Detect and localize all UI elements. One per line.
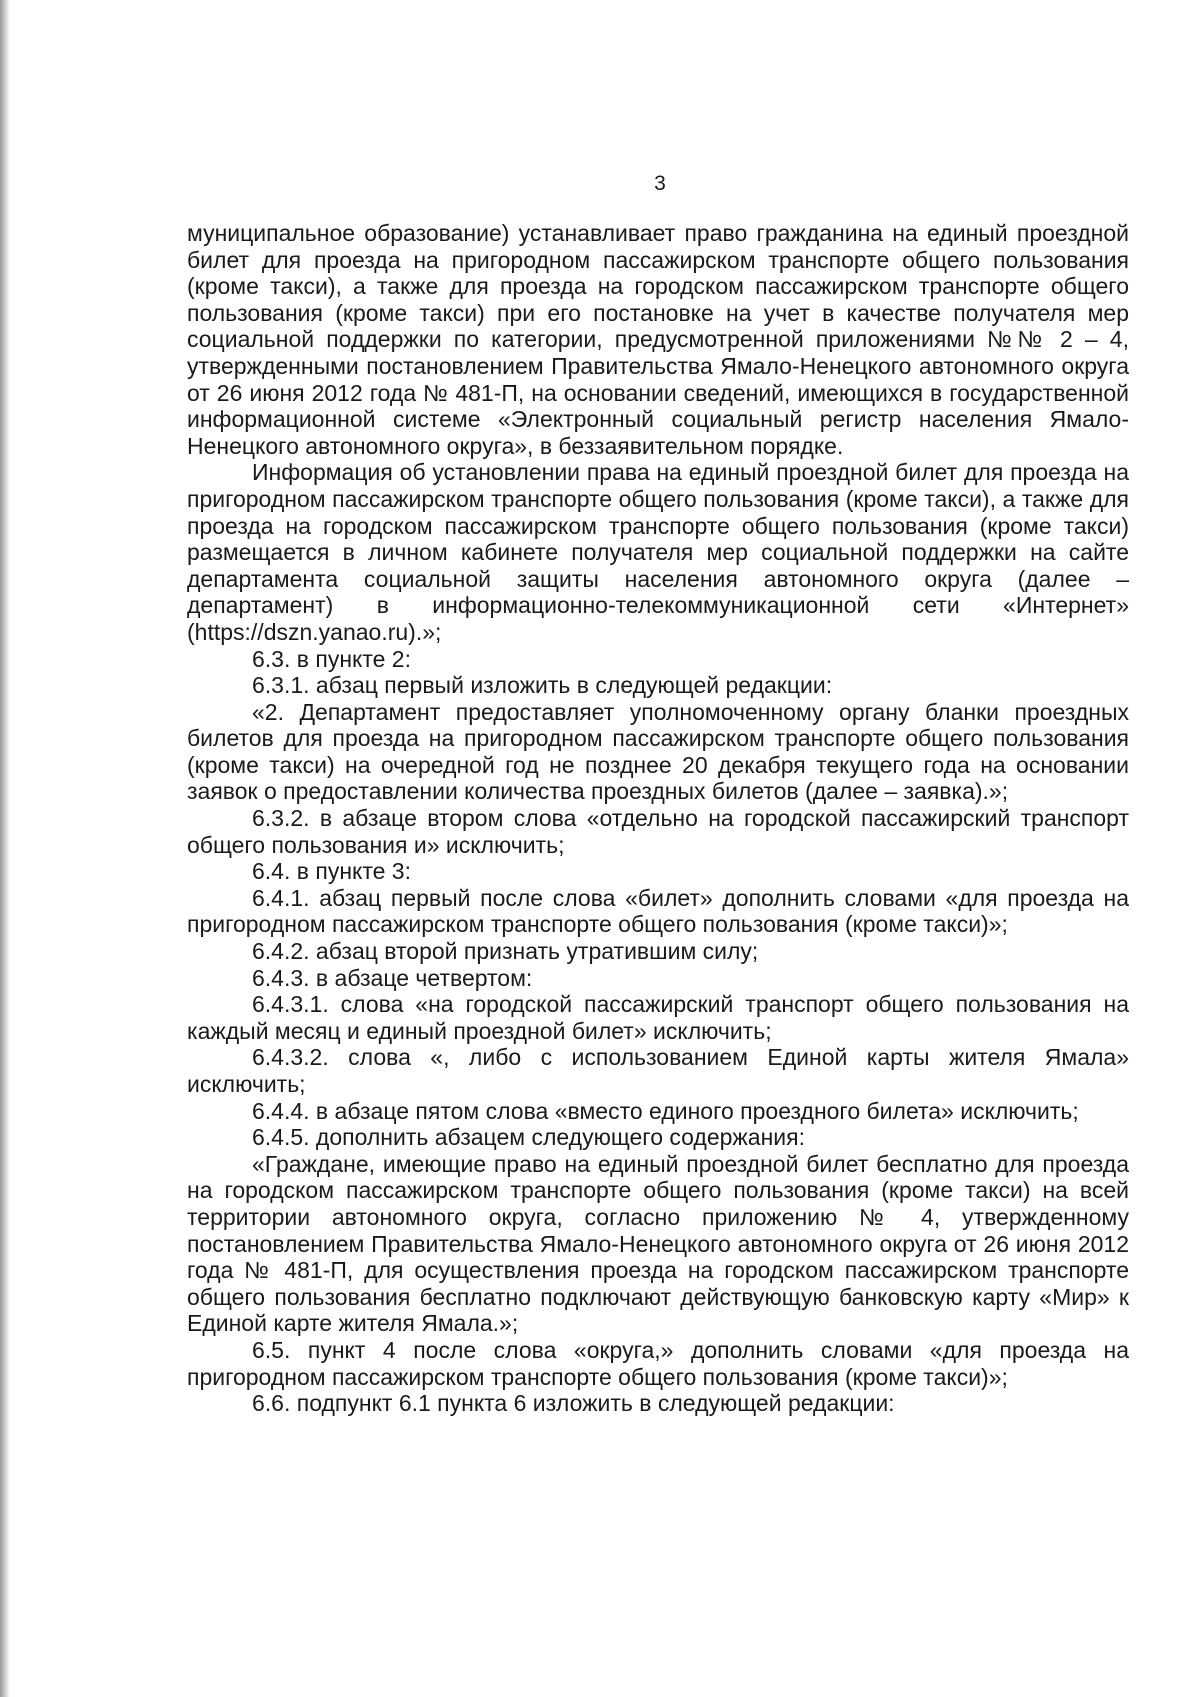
clause-6-4-5: 6.4.5. дополнить абзацем следующего содержания: <box>252 1124 805 1151</box>
clause-6-4: 6.4. в пункте 3: <box>252 858 411 885</box>
clause-6-4-3: 6.4.3. в абзаце четвертом: <box>252 964 533 991</box>
scan-edge <box>0 0 10 1697</box>
clause-6-3-2: 6.3.2. в абзаце втором слова «отдельно на городской пассажирский транспорт общего пользования и» исключить; <box>187 805 1129 858</box>
paragraph-information: Информация об установлении права на единый проездной билет для проезда на пригородном пассажирском транспорте общего пользования (кроме такси), а также для проезда на городском пассажирском транспорте общего пользования (кроме такси) размещается в личном кабинете получателя мер социальной поддержки на сайте департамента социальной защиты населения автономного округа (далее – департамент) в информационно-телекоммуникационной сети «Интернет» (https://dszn.yanao.ru).»; <box>187 459 1129 645</box>
clause-6-4-4: 6.4.4. в абзаце пятом слова «вместо единого проездного билета» исключить; <box>252 1097 1079 1124</box>
clause-6-4-2: 6.4.2. абзац второй признать утратившим силу; <box>252 938 759 965</box>
paragraph-continuation: муниципальное образование) устанавливает право гражданина на единый проездной билет для проезда на пригородном пассажирском транспорте общего пользования (кроме такси), а также для проезда на городском пассажирском транспорте общего пользования (кроме такси) при его постановке на учет в качестве получателя мер социальной поддержки по категории, предусмотренной приложениями №№ 2 – 4, утвержденными постановлением Правительства Ямало-Ненецкого автономного округа от 26 июня 2012 года № 481-П, на основании сведений, имеющихся в государственной информационной системе «Электронный социальный регистр населения Ямало-Ненецкого автономного округа», в беззаявительном порядке. <box>187 220 1129 459</box>
page-number: 3 <box>654 172 666 195</box>
clause-6-4-1: 6.4.1. абзац первый после слова «билет» дополнить словами «для проезда на пригородном пассажирском транспорте общего пользования (кроме такси)»; <box>187 884 1129 938</box>
clause-6-4-3-1: 6.4.3.1. слова «на городской пассажирский транспорт общего пользования на каждый месяц и единый проездной билет» исключить; <box>187 991 1129 1044</box>
quoted-paragraph-2: «2. Департамент предоставляет уполномоченному органу бланки проездных билетов для проезда на пригородном пассажирском транспорте общего пользования (кроме такси) на очередной год не позднее 20 декабря текущего года на основании заявок о предоставлении количества проездных билетов (далее – заявка).»; <box>187 698 1129 805</box>
clause-6-4-3-2: 6.4.3.2. слова «, либо с использованием Единой карты жителя Ямала» исключить; <box>187 1044 1129 1097</box>
clause-6-3: 6.3. в пункте 2: <box>252 645 411 672</box>
clause-6-5: 6.5. пункт 4 после слова «округа,» дополнить словами «для проезда на пригородном пассажирском транспорте общего пользования (кроме такси)»; <box>187 1336 1129 1390</box>
document-body <box>187 220 1129 1417</box>
clause-6-6: 6.6. подпункт 6.1 пункта 6 изложить в следующей редакции: <box>252 1390 895 1417</box>
quoted-paragraph-citizens: «Граждане, имеющие право на единый проездной билет бесплатно для проезда на городском пассажирском транспорте общего пользования (кроме такси) на всей территории автономного округа, согласно приложению № 4, утвержденному постановлением Правительства Ямало-Ненецкого автономного округа от 26 июня 2012 года № 481-П, для осуществления проезда на городском пассажирском транспорте общего пользования бесплатно подключают действующую банковскую карту «Мир» к Единой карте жителя Ямала.»; <box>187 1150 1129 1337</box>
clause-6-3-1: 6.3.1. абзац первый изложить в следующей редакции: <box>252 672 833 699</box>
